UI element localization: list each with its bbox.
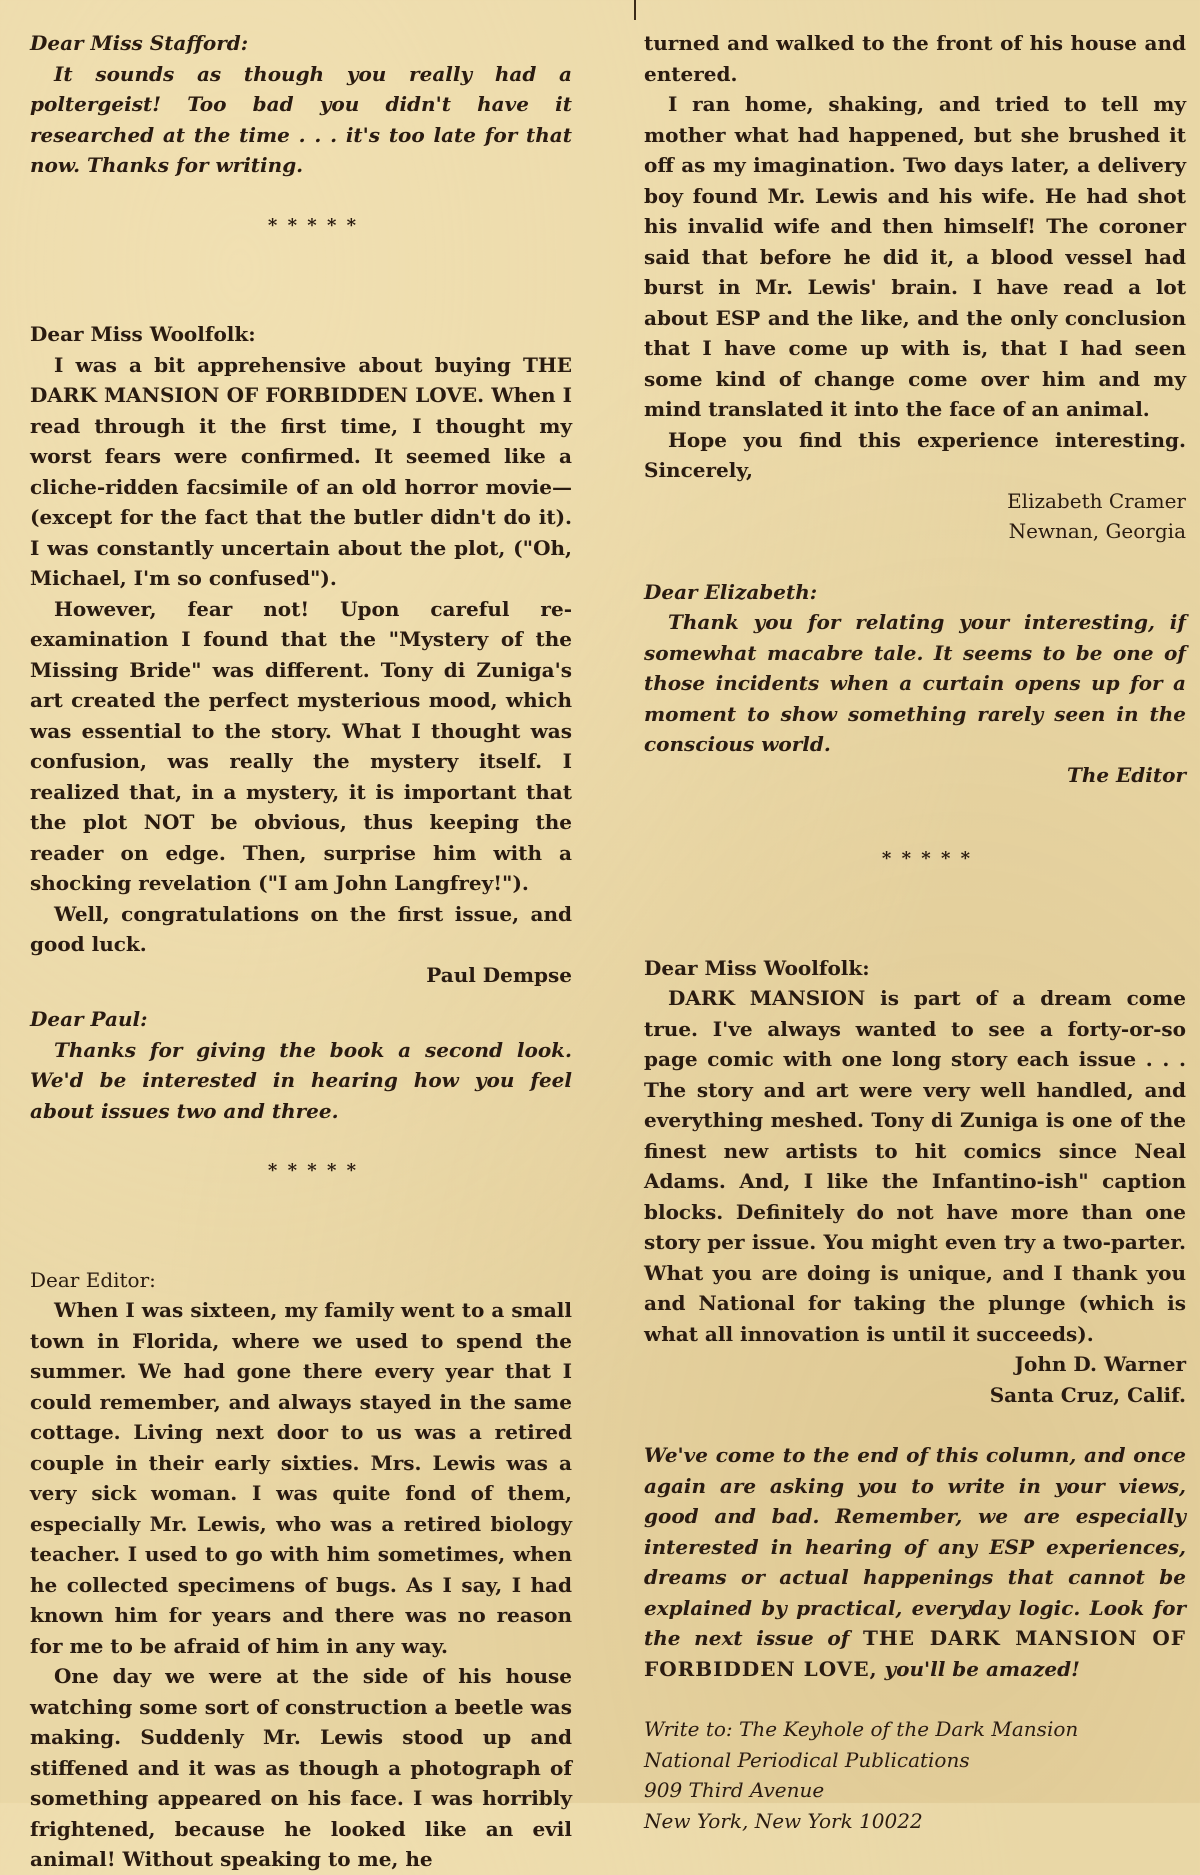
- letter-elizabeth-paragraph-3: turned and walked to the front of his house and entered.: [644, 31, 1186, 86]
- letter-john-signature-place: Santa Cruz, Calif.: [989, 1382, 1186, 1407]
- reply-paul-text: Thanks for giving the book a second look. We'd be interested in hearing how you feel about issues two and three.: [30, 1037, 572, 1123]
- letter-elizabeth-paragraph-2: One day we were at the side of his house watching some sort of construction a beetle was making. Suddenly Mr. Lewis stood up and stiffened and it was as though a photograph of something appeared on his face. I was horribly frightened, because he looked like an evil animal! Without speaking to me, he: [30, 1664, 572, 1871]
- column-divider-mark: [634, 0, 636, 20]
- left-column: [30, 28, 572, 1875]
- closing-note-text: [644, 1440, 1186, 1684]
- letter-paul-paragraph-3: Well, congratulations on the first issue, and good luck.: [30, 901, 572, 956]
- letter-john-salutation: Dear Miss Woolfolk:: [644, 955, 870, 980]
- address-line-2: National Periodical Publications: [644, 1747, 970, 1772]
- reply-paul-salutation: Dear Paul:: [30, 1007, 148, 1031]
- closing-text-after: you'll be amazed!: [884, 1656, 1080, 1681]
- letter-elizabeth-paragraph-4: I ran home, shaking, and tried to tell my mother what had happened, but she brushed it off as my imagination. Two days later, a delivery boy found Mr. Lewis and his wife. He had shot his invalid wife and then himself! The coroner said that before he did it, a blood vessel had burst in Mr. Lewis' brain. I have read a lot about ESP and the like, and the only conclusion that I have come up with is, that I had seen some kind of change come over him and my mind translated it into the face of an animal.: [644, 92, 1186, 421]
- letter-elizabeth-signature-name: Elizabeth Cramer: [1007, 488, 1186, 513]
- letter-john-signature-name: John D. Warner: [1014, 1352, 1186, 1376]
- letter-paul-paragraph-2: However, fear not! Upon careful re-examination I found that the "Mystery of the Missing Bride" was different. Tony di Zuniga's art created the perfect mysterious mood, which was essential to the story. What I thought was confusion, was really the mystery itself. I realized that, in a mystery, it is important that the plot NOT be obvious, thus keeping the reader on edge. Then, surprise him with a shocking revelation ("I am John Langfrey!").: [30, 596, 572, 895]
- letter-elizabeth-paragraph-1: When I was sixteen, my family went to a small town in Florida, where we used to spend the summer. We had gone there every year that I could remember, and always stayed in the same cottage. Living next door to us was a retired couple in their early sixties. Mrs. Lewis was a very sick woman. I was quite fond of them, especially Mr. Lewis, who was a retired biology teacher. I used to go with him sometimes, when he collected specimens of bugs. As I say, I had known him for years and there was no reason for me to be afraid of him in any way.: [30, 1298, 572, 1658]
- address-line-3: 909 Third Avenue: [644, 1778, 825, 1802]
- letter-paul-paragraph-1: I was a bit apprehensive about buying THE DARK MANSION OF FORBIDDEN LOVE. When I read through it the first time, I thought my worst fears were confirmed. It seemed like a cliche-ridden facsimile of an old horror movie— (except for the fact that the butler didn't do it). I was constantly uncertain about the plot, ("Oh, Michael, I'm so confused").: [30, 352, 572, 590]
- right-column: [644, 28, 1186, 1836]
- address-line-1: Write to: The Keyhole of the Dark Mansion: [644, 1717, 1079, 1741]
- reply-stafford-text: It sounds as though you really had a poltergeist! Too bad you didn't have it researched at the time . . . it's too late for that now. Thanks for writing.: [30, 61, 572, 177]
- reply-elizabeth-text: Thank you for relating your interesting, if somewhat macabre tale. It seems to be one of those incidents when a curtain opens up for a moment to show something rarely seen in the conscious world.: [644, 610, 1186, 756]
- section-divider-stars: * * * * *: [267, 1160, 359, 1181]
- letter-elizabeth-continued: [644, 28, 1186, 547]
- address-line-4: New York, New York 10022: [644, 1808, 923, 1833]
- letter-paul-signature: Paul Dempse: [426, 962, 572, 987]
- section-divider-stars: * * * * *: [267, 214, 359, 236]
- letter-elizabeth-paragraph-5: Hope you find this experience interesting. Sincerely,: [644, 427, 1186, 482]
- reply-elizabeth-salutation: Dear Elizabeth:: [644, 579, 818, 604]
- letter-paul: [30, 319, 572, 990]
- closing-title: THE DARK MANSION OF FORBIDDEN LOVE,: [644, 1626, 1186, 1681]
- letter-paul-salutation: Dear Miss Woolfolk:: [30, 322, 256, 346]
- letter-john: [644, 953, 1186, 1411]
- closing-note: [644, 1440, 1186, 1684]
- section-divider-stars: * * * * *: [881, 848, 973, 869]
- reply-elizabeth: [644, 577, 1186, 791]
- closing-text-before: We've come to the end of this column, and once again are asking you to write in your views, good and bad. Remember, we are especially interested in hearing of any ESP experiences, dreams or actual happenings that cannot be explained by practical, everyday logic. Look for the next issue of: [644, 1443, 1186, 1650]
- reply-paul: [30, 1004, 572, 1126]
- letter-elizabeth-salutation: Dear Editor:: [30, 1267, 156, 1292]
- letter-elizabeth: [30, 1265, 572, 1875]
- reply-elizabeth-signature: The Editor: [1066, 762, 1186, 787]
- reply-stafford: [30, 28, 572, 181]
- letter-elizabeth-signature-place: Newnan, Georgia: [1008, 519, 1186, 543]
- reply-stafford-salutation: Dear Miss Stafford:: [30, 31, 249, 55]
- mailing-address: [644, 1714, 1186, 1836]
- letter-john-paragraph-1: DARK MANSION is part of a dream come true. I've always wanted to see a forty-or-so page comic with one long story each issue . . . The story and art were very well handled, and everything meshed. Tony di Zuniga is one of the finest new artists to hit comics since Neal Adams. And, I like the Infantino-ish" caption blocks. Definitely do not have more than one story per issue. You might even try a two-parter. What you are doing is unique, and I thank you and National for taking the plunge (which is what all innovation is until it succeeds).: [644, 986, 1186, 1346]
